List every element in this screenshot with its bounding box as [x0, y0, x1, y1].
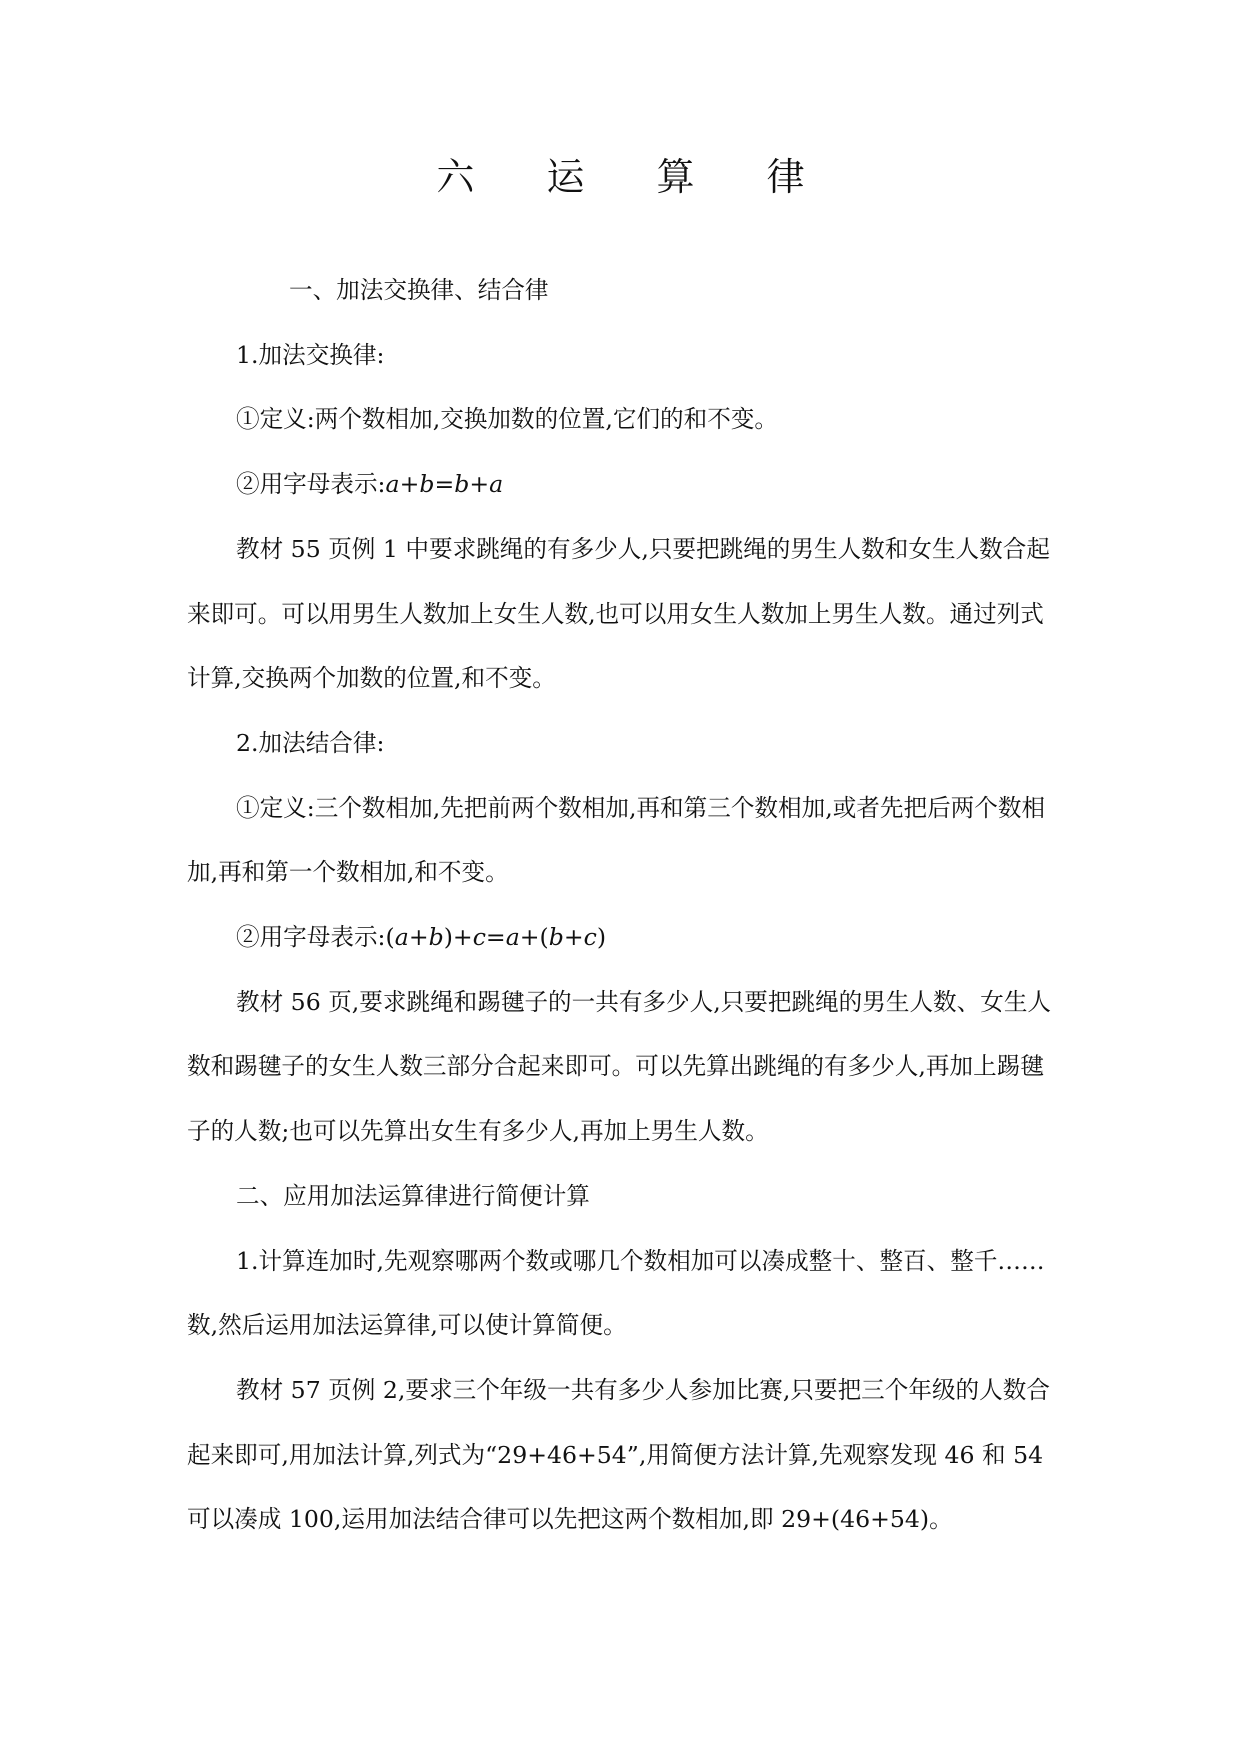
formula-operator: =: [434, 470, 455, 499]
section-heading-1: 一、加法交换律、结合律: [289, 276, 549, 304]
formula-operator: +(: [519, 923, 549, 952]
formula-expression: [386, 470, 504, 498]
formula-variable: a: [394, 923, 409, 952]
formula-variable: a: [385, 470, 400, 499]
formula-variable: c: [583, 923, 597, 952]
section-heading-2: 二、应用加法运算律进行简便计算: [236, 1181, 590, 1210]
paragraph-example-2: 教材 57 页例 2,要求三个年级一共有多少人参加比赛,只要把三个年级的人数合起来即可,用加法计算,列式为“29+46+54”,用简便方法计算,先观察发现 46 和 54 可以凑成 100,运用加法结合律可以先把这两个数相加,即 29+(46+54)。: [187, 1375, 1050, 1534]
definition-associative: ①定义:三个数相加,先把前两个数相加,再和第三个数相加,或者先把后两个数相加,再和第一个数相加,和不变。: [187, 793, 1046, 887]
formula-commutative: [187, 452, 1055, 517]
definition-commutative: ①定义:两个数相加,交换加数的位置,它们的和不变。: [236, 405, 779, 434]
formula-variable: b: [428, 923, 444, 952]
formula-variable: b: [548, 923, 564, 952]
formula-operator: +: [563, 923, 584, 952]
formula-variable: b: [454, 470, 470, 499]
formula-operator: +: [469, 470, 490, 499]
paragraph-commutative-example: 教材 55 页例 1 中要求跳绳的有多少人,只要把跳绳的男生人数和女生人数合起来即可。可以用男生人数加上女生人数,也可以用女生人数加上男生人数。通过列式计算,交换两个加数的位置,和不变。: [187, 534, 1050, 693]
subsection-title-commutative: 1.加法交换律:: [236, 340, 385, 369]
formula-operator: )+: [443, 923, 473, 952]
formula-expression: [386, 923, 607, 951]
formula-operator: +: [399, 470, 420, 499]
formula-prefix: ②用字母表示:: [236, 470, 386, 499]
formula-prefix: ②用字母表示:: [236, 923, 386, 952]
formula-variable: a: [505, 923, 520, 952]
formula-variable: a: [489, 470, 504, 499]
paragraph-associative-example: 教材 56 页,要求跳绳和踢毽子的一共有多少人,只要把跳绳的男生人数、女生人数和踢毽子的女生人数三部分合起来即可。可以先算出跳绳的有多少人,再加上踢毽子的人数;也可以先算出女生有多少人,再加上男生人数。: [187, 987, 1052, 1146]
formula-variable: b: [419, 470, 435, 499]
document-body: [187, 258, 1055, 1552]
list-item-1: 1.计算连加时,先观察哪两个数或哪几个数相加可以凑成整十、整百、整千……数,然后运用加法运算律,可以使计算简便。: [187, 1246, 1045, 1340]
subsection-title-associative: 2.加法结合律:: [236, 728, 385, 757]
formula-operator: +: [408, 923, 429, 952]
formula-variable: c: [472, 923, 486, 952]
formula-associative: [187, 905, 1055, 970]
formula-operator: ): [596, 923, 607, 952]
page-title: 六 运 算 律: [436, 155, 835, 199]
formula-operator: =: [485, 923, 506, 952]
formula-operator: (: [385, 923, 395, 952]
